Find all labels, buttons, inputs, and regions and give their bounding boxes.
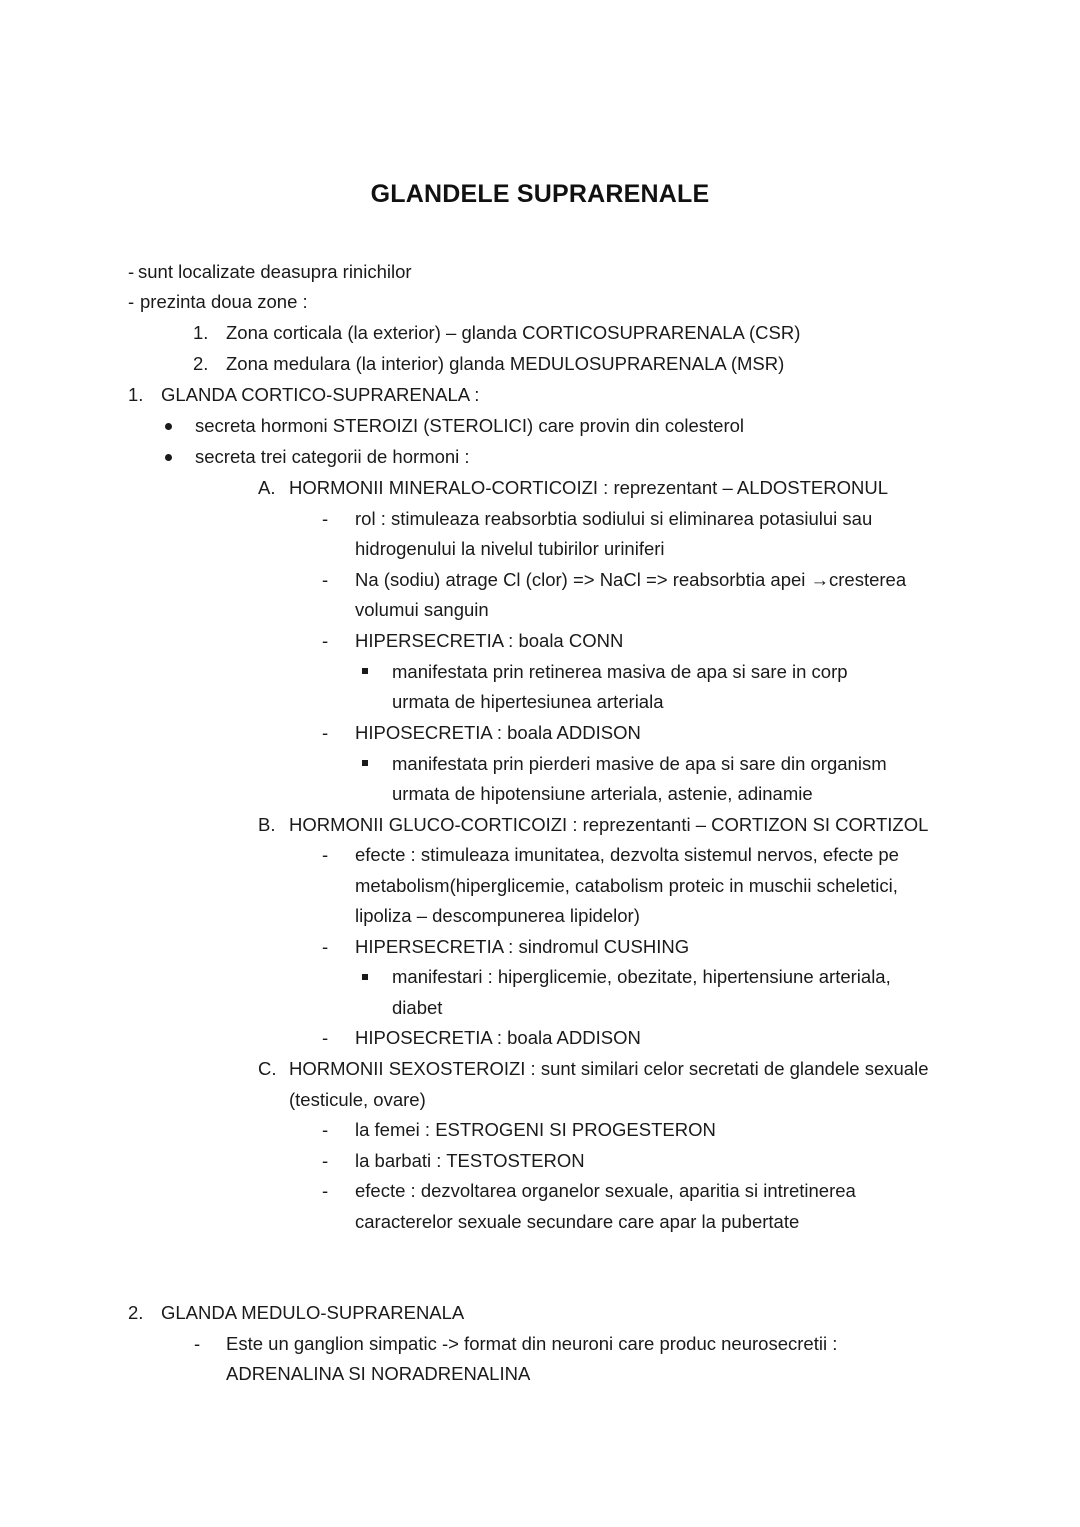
item-line: efecte : dezvoltarea organelor sexuale, aparitia si intretinerea — [355, 1180, 856, 1201]
sub-item-line: urmata de hipertesiunea arteriala — [392, 691, 664, 712]
category-heading: HORMONII MINERALO-CORTICOIZI : reprezentant – ALDOSTERONUL — [289, 477, 888, 498]
section-heading: GLANDA MEDULO-SUPRARENALA — [161, 1302, 465, 1323]
dash-marker: - — [322, 1150, 329, 1171]
item-line: metabolism(hiperglicemie, catabolism proteic in muschii scheletici, — [355, 875, 898, 896]
item-line: la barbati : TESTOSTERON — [355, 1150, 585, 1171]
sub-item-line: manifestata prin pierderi masive de apa si sare din organism — [392, 753, 887, 774]
dash-marker: - — [322, 722, 329, 743]
item-line: lipoliza – descompunerea lipidelor) — [355, 905, 640, 926]
dash-marker: - — [322, 844, 329, 865]
sub-item-line: diabet — [392, 997, 443, 1018]
dash-marker: - — [322, 1027, 329, 1048]
section-number: 2. — [128, 1302, 144, 1323]
dash-marker: - — [322, 1180, 329, 1201]
letter-marker: A. — [258, 477, 276, 498]
dash-marker: - — [322, 630, 329, 651]
item-line: HIPOSECRETIA : boala ADDISON — [355, 1027, 641, 1048]
bullet-dot-icon — [165, 454, 172, 461]
square-bullet-icon — [362, 760, 368, 766]
item-line: la femei : ESTROGENI SI PROGESTERON — [355, 1119, 716, 1140]
intro-line: prezinta doua zone : — [140, 291, 308, 312]
zone-item: Zona medulara (la interior) glanda MEDULOSUPRARENALA (MSR) — [226, 353, 785, 374]
item-line: HIPERSECRETIA : sindromul CUSHING — [355, 936, 690, 957]
item-line: efecte : stimuleaza imunitatea, dezvolta sistemul nervos, efecte pe — [355, 844, 899, 865]
dash-marker: - — [128, 291, 135, 312]
letter-marker: B. — [258, 814, 276, 835]
sub-item-line: urmata de hipotensiune arteriala, astenie, adinamie — [392, 783, 813, 804]
category-heading: HORMONII SEXOSTEROIZI : sunt similari celor secretati de glandele sexuale — [289, 1058, 929, 1079]
square-bullet-icon — [362, 668, 368, 674]
dash-marker: - — [322, 508, 329, 529]
dash-marker: - — [322, 1119, 329, 1140]
item-line: Este un ganglion simpatic -> format din neuroni care produc neurosecretii : — [226, 1333, 838, 1354]
dash-marker: - — [322, 936, 329, 957]
section-number: 1. — [128, 384, 144, 405]
bullet-item: secreta hormoni STEROIZI (STEROLICI) care provin din colesterol — [195, 415, 745, 436]
item-line: rol : stimuleaza reabsorbtia sodiului si eliminarea potasiului sau — [355, 508, 873, 529]
sub-item-line: manifestari : hiperglicemie, obezitate, hipertensiune arteriala, — [392, 966, 891, 987]
item-line: hidrogenului la nivelul tubirilor uriniferi — [355, 538, 665, 559]
item-line: volumui sanguin — [355, 599, 489, 620]
item-line: ADRENALINA SI NORADRENALINA — [226, 1363, 531, 1384]
bullet-dot-icon — [165, 423, 172, 430]
number-marker: 2. — [193, 353, 209, 374]
sub-item-line: manifestata prin retinerea masiva de apa si sare in corp — [392, 661, 848, 682]
intro-line: sunt localizate deasupra rinichilor — [138, 261, 412, 282]
item-line: Na (sodiu) atrage Cl (clor) => NaCl => reabsorbtia apei →cresterea — [355, 569, 907, 590]
square-bullet-icon — [362, 974, 368, 980]
dash-marker: - — [128, 261, 135, 282]
item-line: HIPERSECRETIA : boala CONN — [355, 630, 624, 651]
number-marker: 1. — [193, 322, 209, 343]
zone-item: Zona corticala (la exterior) – glanda CORTICOSUPRARENALA (CSR) — [226, 322, 801, 343]
bullet-item: secreta trei categorii de hormoni : — [195, 446, 470, 467]
document-title: GLANDELE SUPRARENALE — [370, 180, 710, 208]
letter-marker: C. — [258, 1058, 277, 1079]
category-heading: HORMONII GLUCO-CORTICOIZI : reprezentanti – CORTIZON SI CORTIZOL — [289, 814, 929, 835]
category-heading: (testicule, ovare) — [289, 1089, 426, 1110]
dash-marker: - — [194, 1333, 201, 1354]
dash-marker: - — [322, 569, 329, 590]
item-line: caracterelor sexuale secundare care apar la pubertate — [355, 1211, 800, 1232]
item-line: HIPOSECRETIA : boala ADDISON — [355, 722, 641, 743]
section-heading: GLANDA CORTICO-SUPRARENALA : — [161, 384, 480, 405]
